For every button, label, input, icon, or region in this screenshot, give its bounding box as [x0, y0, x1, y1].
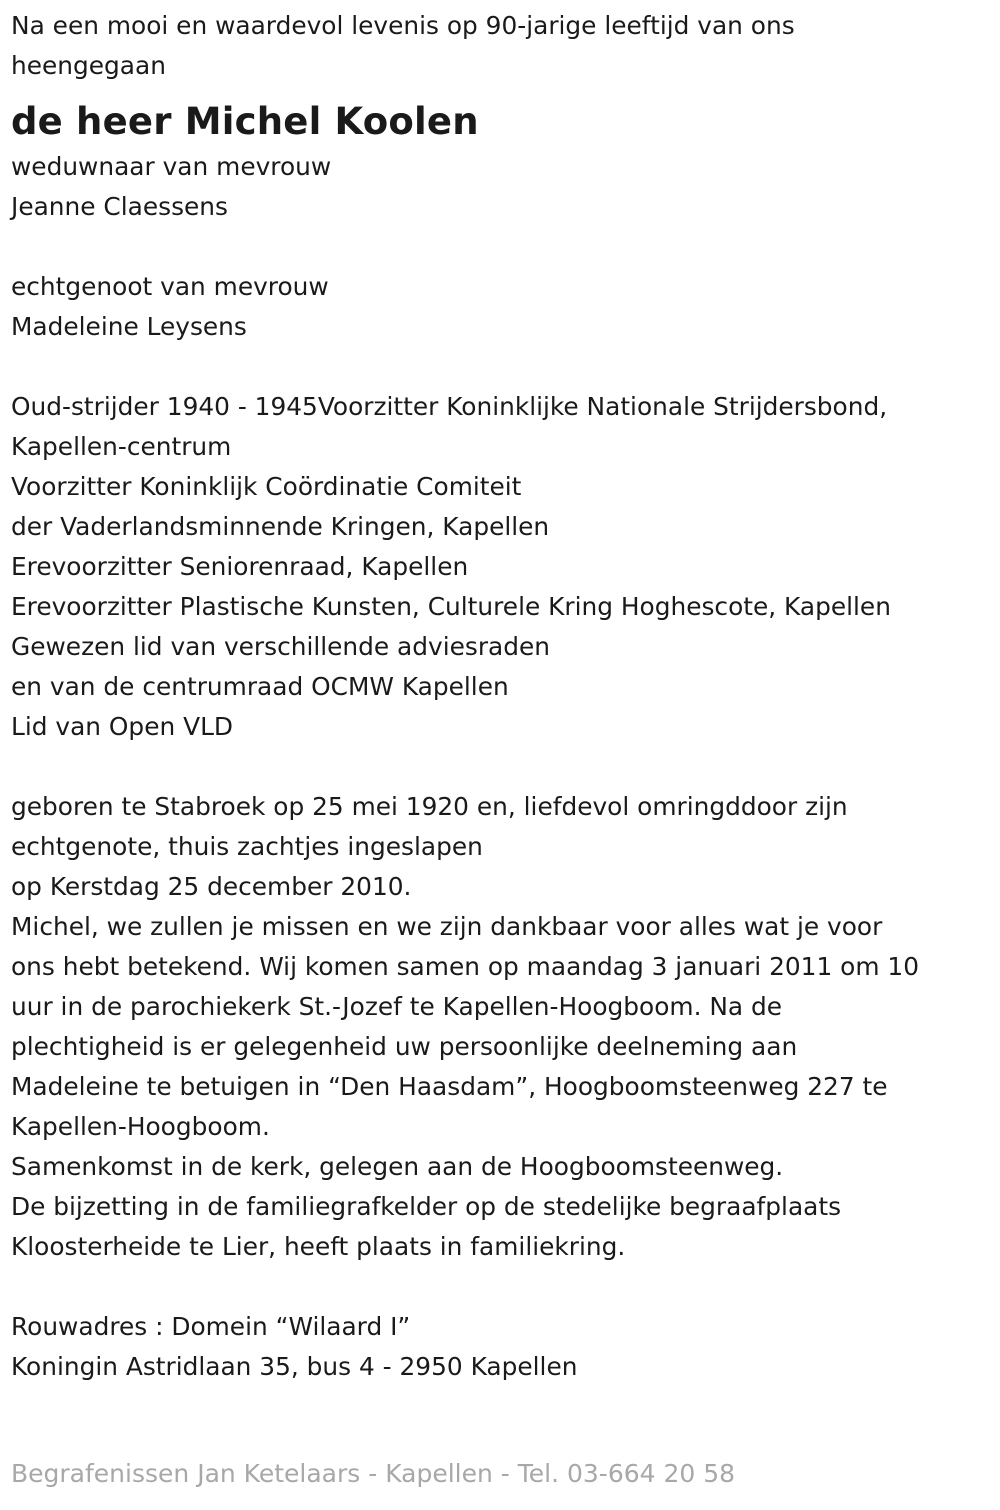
detail-line: uur in de parochiekerk St.-Jozef te Kapellen-Hoogboom. Na de: [11, 992, 783, 1021]
title-line: Voorzitter Koninklijk Coördinatie Comiteit: [11, 472, 522, 501]
spacer: [11, 227, 996, 267]
detail-line: De bijzetting in de familiegrafkelder op de stedelijke begraafplaats: [11, 1192, 842, 1221]
intro-line-1: Na een mooi en waardevol levenis op 90-jarige leeftijd van ons: [11, 11, 795, 40]
deceased-name: de heer Michel Koolen: [11, 100, 479, 143]
second-spouse-relation: echtgenoot van mevrouw: [11, 272, 329, 301]
title-line: Erevoorzitter Seniorenraad, Kapellen: [11, 552, 469, 581]
detail-line: op Kerstdag 25 december 2010.: [11, 872, 412, 901]
title-line: Oud-strijder 1940 - 1945Voorzitter Koninklijke Nationale Strijdersbond,: [11, 392, 888, 421]
mourning-address: [11, 1307, 996, 1387]
detail-line: echtgenote, thuis zachtjes ingeslapen: [11, 832, 483, 861]
title-line: Kapellen-centrum: [11, 432, 232, 461]
detail-line: geboren te Stabroek op 25 mei 1920 en, liefdevol omringddoor zijn: [11, 792, 848, 821]
details-section: [11, 787, 996, 1307]
address-line-1: Rouwadres : Domein “Wilaard I”: [11, 1312, 411, 1341]
second-spouse-name: Madeleine Leysens: [11, 312, 247, 341]
spacer: [11, 1267, 996, 1307]
spouse-section: [11, 147, 996, 387]
intro-text: [11, 6, 996, 86]
title-line: Lid van Open VLD: [11, 712, 234, 741]
spacer: [11, 347, 996, 387]
detail-line: Madeleine te betuigen in “Den Haasdam”, Hoogboomsteenweg 227 te: [11, 1072, 888, 1101]
first-spouse-relation: weduwnaar van mevrouw: [11, 152, 332, 181]
first-spouse-name: Jeanne Claessens: [11, 192, 228, 221]
title-line: Erevoorzitter Plastische Kunsten, Culturele Kring Hoghescote, Kapellen: [11, 592, 891, 621]
detail-line: Kapellen-Hoogboom.: [11, 1112, 270, 1141]
spacer: [11, 747, 996, 787]
title-line: der Vaderlandsminnende Kringen, Kapellen: [11, 512, 550, 541]
detail-line: ons hebt betekend. Wij komen samen op maandag 3 januari 2011 om 10: [11, 952, 919, 981]
funeral-home-footer: Begrafenissen Jan Ketelaars - Kapellen - Tel. 03-664 20 58: [11, 1459, 736, 1488]
titles-section: [11, 387, 996, 787]
detail-line: Michel, we zullen je missen en we zijn dankbaar voor alles wat je voor: [11, 912, 883, 941]
detail-line: Samenkomst in de kerk, gelegen aan de Hoogboomsteenweg.: [11, 1152, 784, 1181]
detail-line: Kloosterheide te Lier, heeft plaats in familiekring.: [11, 1232, 626, 1261]
detail-line: plechtigheid is er gelegenheid uw persoonlijke deelneming aan: [11, 1032, 798, 1061]
title-line: en van de centrumraad OCMW Kapellen: [11, 672, 509, 701]
obituary-notice: [11, 0, 996, 1387]
address-line-2: Koningin Astridlaan 35, bus 4 - 2950 Kapellen: [11, 1352, 578, 1381]
title-line: Gewezen lid van verschillende adviesraden: [11, 632, 551, 661]
intro-line-2: heengegaan: [11, 51, 166, 80]
